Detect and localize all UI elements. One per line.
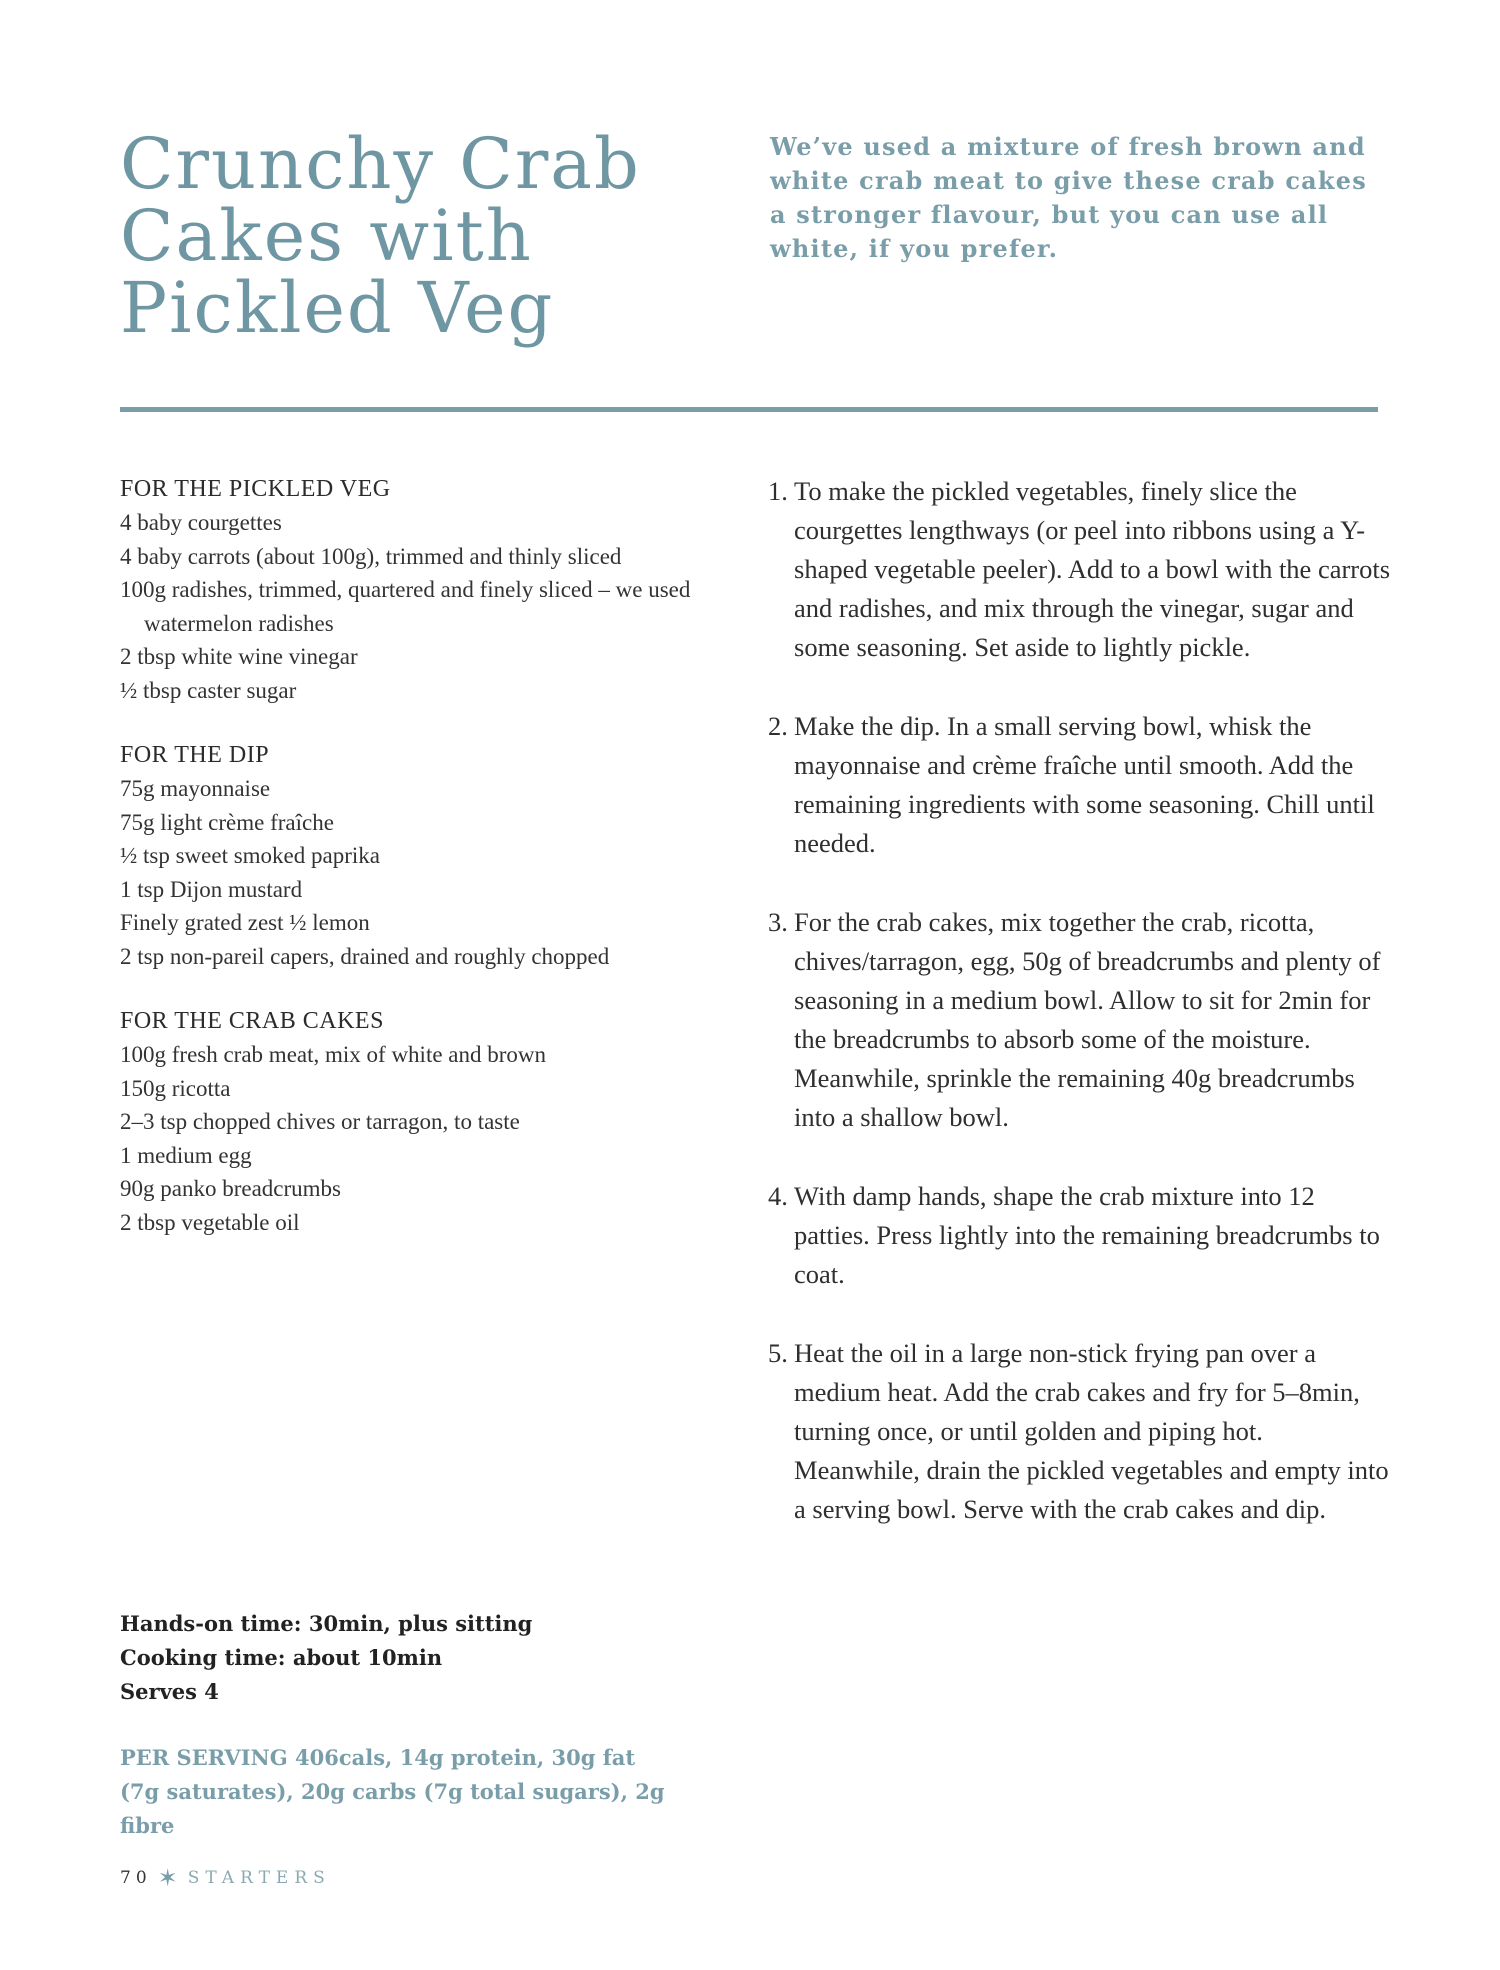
step-text: Heat the oil in a large non-stick frying pan over a medium heat. Add the crab cakes and fry for 5–8min, turning once, or until golden and piping hot. Meanwhile, drain the pickled vegetables and empty into a serving bowl. Serve with the crab cakes and dip. xyxy=(794,1338,1389,1524)
ingredient-item: 4 baby courgettes xyxy=(120,510,282,535)
ingredient-section-pickled-veg xyxy=(120,472,720,707)
ingredient-section-heading: FOR THE DIP xyxy=(120,742,270,768)
cooking-time: Cooking time: about 10min xyxy=(120,1645,443,1670)
step-number: 4. xyxy=(768,1181,788,1211)
ingredient-item: 4 baby carrots (about 100g), trimmed and thinly sliced xyxy=(120,543,622,569)
ingredient-item: 2 tbsp vegetable oil xyxy=(120,1209,300,1235)
ingredient-section-crab-cakes xyxy=(120,1004,720,1239)
ingredient-section-heading: FOR THE CRAB CAKES xyxy=(120,1008,384,1034)
servings: Serves 4 xyxy=(120,1679,219,1704)
nutrition-line-2: (7g saturates), 20g carbs (7g total sugars), 2g fibre xyxy=(120,1779,665,1838)
page-number: 70 xyxy=(120,1868,152,1888)
step-number: 2. xyxy=(768,711,788,741)
ingredient-item: 2–3 tsp chopped chives or tarragon, to taste xyxy=(120,1109,520,1134)
header-divider xyxy=(120,407,1378,412)
step-number: 1. xyxy=(768,476,788,506)
method-step xyxy=(768,707,1393,863)
step-text: Make the dip. In a small serving bowl, whisk the mayonnaise and crème fraîche until smooth. Add the remaining ingredients with some seasoning. Chill until needed. xyxy=(794,711,1375,858)
method-step xyxy=(768,1334,1393,1529)
title-line-2: Cakes with xyxy=(120,195,533,277)
step-number: 5. xyxy=(768,1338,788,1368)
step-number: 3. xyxy=(768,907,788,937)
title-line-3: Pickled Veg xyxy=(120,267,555,349)
nutrition-info xyxy=(120,1741,720,1843)
star-icon: ✶ xyxy=(157,1864,178,1892)
ingredient-item: 1 tsp Dijon mustard xyxy=(120,876,303,902)
method-step xyxy=(768,1177,1393,1294)
method-step xyxy=(768,472,1393,667)
ingredient-section-dip xyxy=(120,738,720,973)
recipe-intro: We’ve used a mixture of fresh brown and white crab meat to give these crab cakes a stronger flavour, but you can use all white, if you prefer. xyxy=(770,132,1367,263)
ingredient-item: 75g mayonnaise xyxy=(120,776,271,801)
step-text: With damp hands, shape the crab mixture into 12 patties. Press lightly into the remaining breadcrumbs to coat. xyxy=(794,1181,1380,1289)
title-line-1: Crunchy Crab xyxy=(120,123,641,205)
ingredient-item: 100g radishes, trimmed, quartered and finely sliced – we used watermelon radishes xyxy=(120,577,691,636)
section-name: STARTERS xyxy=(187,1868,331,1888)
ingredient-item: 2 tsp non-pareil capers, drained and roughly chopped xyxy=(120,943,610,969)
step-text: For the crab cakes, mix together the crab, ricotta, chives/tarragon, egg, 50g of breadcrumbs and plenty of seasoning in a medium bowl. Allow to sit for 2min for the breadcrumbs to absorb some of the moisture. Meanwhile, sprinkle the remaining 40g breadcrumbs into a shallow bowl. xyxy=(794,907,1381,1132)
recipe-timings xyxy=(120,1607,720,1709)
ingredient-item: 90g panko breadcrumbs xyxy=(120,1176,341,1201)
hands-on-time: Hands-on time: 30min, plus sitting xyxy=(120,1611,533,1636)
ingredients-list xyxy=(120,472,720,1270)
step-text: To make the pickled vegetables, finely slice the courgettes lengthways (or peel into ribbons using a Y-shaped vegetable peeler). Add to a bowl with the carrots and radishes, and mix through the vinegar, sugar and some seasoning. Set aside to lightly pickle. xyxy=(794,476,1391,662)
ingredient-item: Finely grated zest ½ lemon xyxy=(120,910,370,935)
recipe-title xyxy=(120,123,680,349)
method-steps xyxy=(768,472,1393,1569)
nutrition-line-1: PER SERVING 406cals, 14g protein, 30g fat xyxy=(120,1745,636,1770)
ingredient-item: 2 tbsp white wine vinegar xyxy=(120,644,358,669)
ingredient-item: 1 medium egg xyxy=(120,1142,252,1168)
ingredient-item: ½ tbsp caster sugar xyxy=(120,677,297,703)
ingredient-section-heading: FOR THE PICKLED VEG xyxy=(120,476,391,502)
method-step xyxy=(768,903,1393,1137)
ingredient-item: 100g fresh crab meat, mix of white and brown xyxy=(120,1042,547,1067)
page-footer xyxy=(120,1863,331,1893)
ingredient-item: 150g ricotta xyxy=(120,1075,231,1101)
ingredient-item: 75g light crème fraîche xyxy=(120,809,334,835)
ingredient-item: ½ tsp sweet smoked paprika xyxy=(120,843,380,868)
